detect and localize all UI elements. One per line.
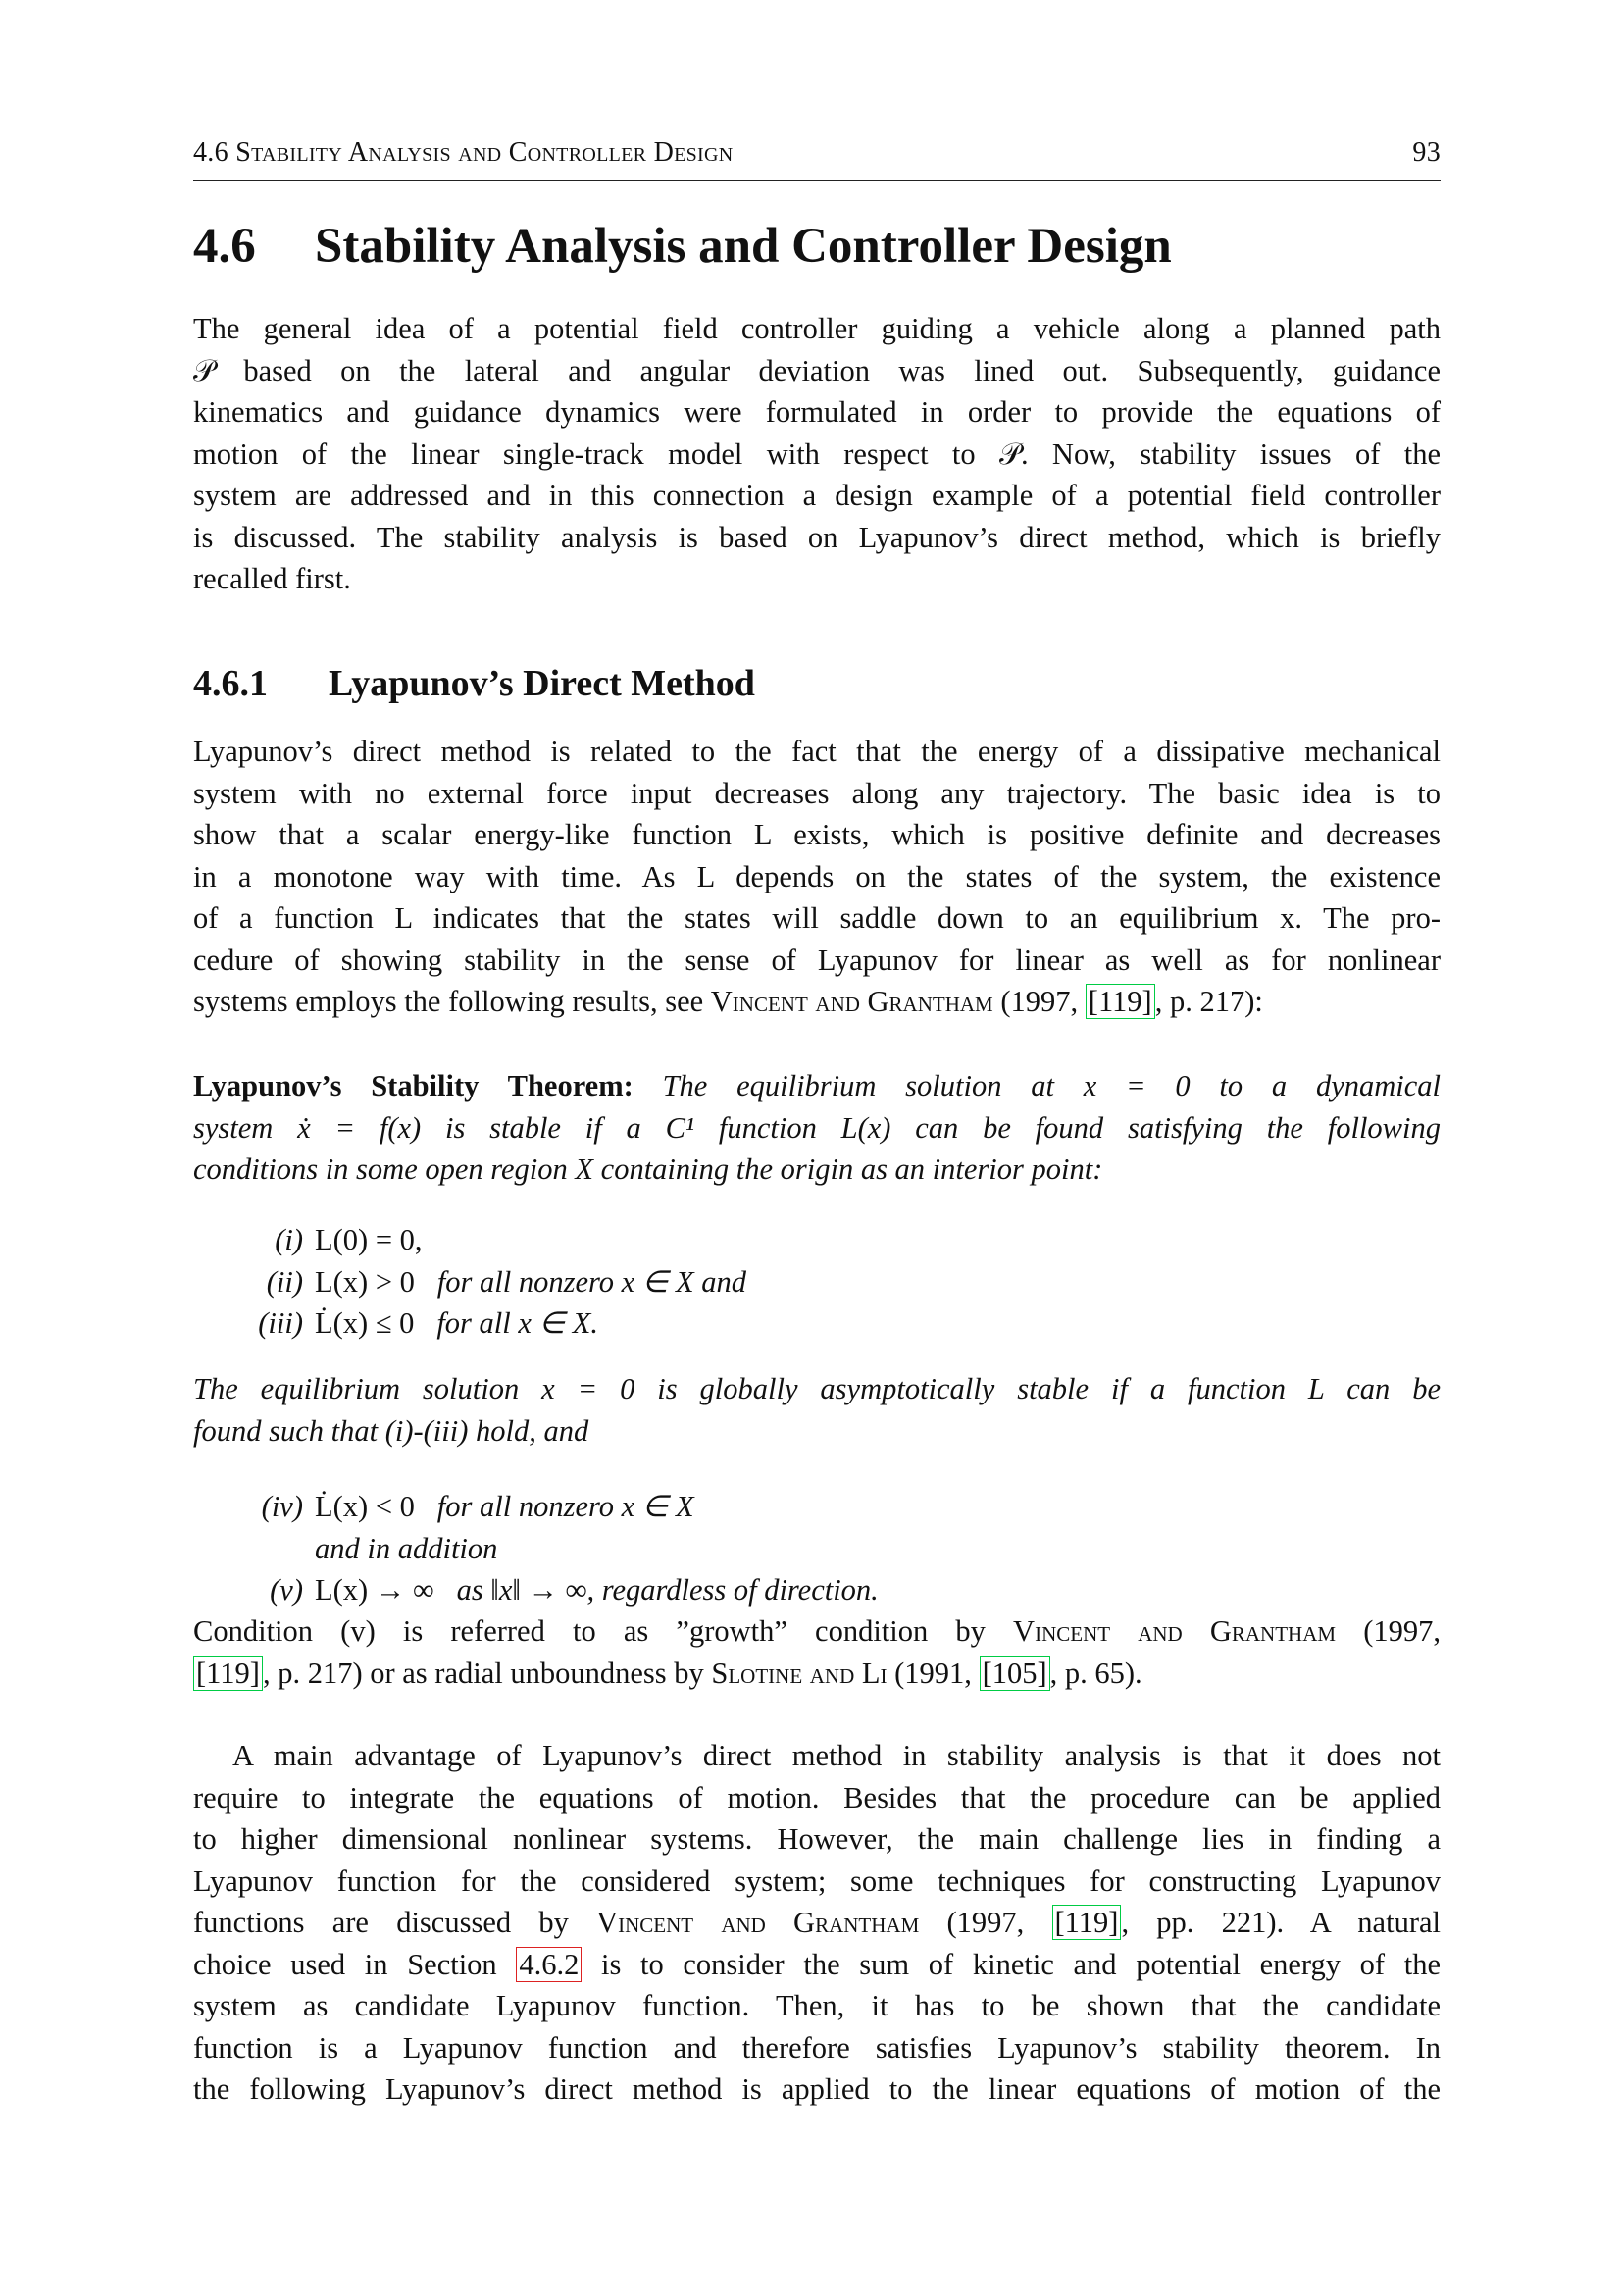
para2-line: the following Lyapunov’s direct method is applied to the linear equations of motion of the: [193, 2072, 1441, 2106]
theorem-line: conditions in some open region X containing the origin as an interior point:: [193, 1152, 1103, 1186]
intro-line: motion of the linear single-track model with respect to 𝒫. Now, stability issues of the: [193, 436, 1441, 471]
para2-line: [193, 1944, 1441, 1986]
text: , pp. 221). A natural: [1121, 1906, 1441, 1939]
page-number: 93: [1412, 137, 1441, 168]
condition-text: and in addition: [315, 1531, 498, 1565]
intro-paragraph: [193, 308, 1441, 600]
text: (1997,: [992, 985, 1086, 1018]
para2-line: system as candidate Lyapunov function. Then, it has to be shown that the candidate: [193, 1989, 1441, 2022]
global-line: The equilibrium solution x = 0 is globally asymptotically stable if a function L can be: [193, 1372, 1441, 1405]
section-title: Stability Analysis and Controller Design: [315, 219, 1172, 274]
text: Condition (v) is referred to as ”growth” condition by: [193, 1614, 1014, 1648]
para1-line: Lyapunov’s direct method is related to the fact that the energy of a dissipative mechanical: [193, 735, 1441, 768]
text: , p. 217) or as radial unboundness by: [262, 1656, 712, 1690]
paragraph-2: [193, 1735, 1441, 2111]
author-name: Slotine and Li: [711, 1656, 888, 1690]
text: (1997,: [919, 1906, 1052, 1939]
intro-line: system are addressed and in this connection a design example of a potential field controller: [193, 479, 1441, 512]
para2-line: [193, 1902, 1441, 1944]
running-header: [193, 137, 1441, 181]
citation-link[interactable]: [119]: [1086, 984, 1155, 1019]
intro-line: The general idea of a potential field controller guiding a vehicle along a planned path: [193, 312, 1441, 345]
intro-line: is discussed. The stability analysis is based on Lyapunov’s direct method, which is briefly: [193, 520, 1441, 554]
growth-line: [193, 1610, 1441, 1653]
running-header-title: 4.6 Stability Analysis and Controller Design: [193, 137, 734, 168]
condition-text: for all nonzero x ∈ X: [436, 1490, 694, 1523]
para2-line: Lyapunov function for the considered system; some techniques for constructing Lyapunov: [193, 1863, 1441, 1898]
section-heading: [193, 218, 1172, 275]
para1-line: show that a scalar energy-like function L exists, which is positive definite and decreases: [193, 818, 1441, 851]
section-number: 4.6: [193, 219, 256, 274]
section-reference-link[interactable]: 4.6.2: [516, 1947, 582, 1982]
growth-line: [193, 1653, 1441, 1695]
theorem-line: [193, 1065, 1441, 1107]
condition-iii: [193, 1302, 746, 1345]
author-name: Vincent and Grantham: [596, 1906, 920, 1939]
text: , p. 65).: [1049, 1656, 1142, 1690]
theorem-line: system ẋ = f(x) is stable if a C¹ function L(x) can be found satisfying the following: [193, 1110, 1441, 1145]
condition-math: L̇(x) ≤ 0: [315, 1306, 415, 1340]
citation-link[interactable]: [119]: [1052, 1905, 1122, 1940]
condition-addition: [193, 1528, 879, 1570]
citation-link[interactable]: [105]: [980, 1656, 1050, 1691]
author-name: Vincent and Grantham: [1013, 1614, 1337, 1648]
text: functions are discussed by: [193, 1906, 597, 1939]
intro-line: 𝒫 based on the lateral and angular deviation was lined out. Subsequently, guidance: [193, 353, 1441, 387]
author-name: Vincent and Grantham: [710, 985, 993, 1018]
condition-text: for all nonzero x ∈ X and: [436, 1264, 746, 1299]
para1-line: in a monotone way with time. As L depends on the states of the system, the existence: [193, 859, 1441, 893]
condition-label: (i): [275, 1223, 303, 1256]
intro-line: recalled first.: [193, 562, 351, 595]
condition-label: (ii): [266, 1264, 303, 1299]
condition-math: L(x) → ∞: [315, 1573, 434, 1607]
text: systems employs the following results, see: [193, 985, 711, 1018]
condition-label: (v): [270, 1573, 303, 1607]
theorem: [193, 1065, 1441, 1191]
theorem-text: The equilibrium solution at x = 0 to a dynamical: [662, 1069, 1441, 1102]
text: choice used in Section: [193, 1947, 517, 1981]
paragraph-1: [193, 731, 1441, 1023]
para2-line: require to integrate the equations of motion. Besides that the procedure can be applied: [193, 1780, 1441, 1814]
condition-math: L̇(x) < 0: [315, 1490, 415, 1523]
condition-i: [193, 1219, 746, 1261]
text: (1997,: [1336, 1614, 1441, 1648]
subsection-number: 4.6.1: [193, 663, 268, 704]
condition-label: (iv): [261, 1490, 303, 1523]
para1-line: of a function L indicates that the states will saddle down to an equilibrium x. The pro-: [193, 901, 1441, 935]
condition-text: as ‖x‖ → ∞, regardless of direction.: [456, 1573, 879, 1607]
condition-iv: [193, 1486, 879, 1528]
subsection-heading: [193, 662, 755, 705]
para1-line: cedure of showing stability in the sense of Lyapunov for linear as well as for nonlinear: [193, 943, 1441, 977]
para2-line: function is a Lyapunov function and therefore satisfies Lyapunov’s stability theorem. In: [193, 2030, 1441, 2065]
intro-line: kinematics and guidance dynamics were formulated in order to provide the equations of: [193, 395, 1441, 429]
para1-line: [193, 981, 1441, 1023]
para1-line: system with no external force input decreases along any trajectory. The basic idea is to: [193, 776, 1441, 810]
subsection-title: Lyapunov’s Direct Method: [329, 663, 755, 704]
global-stability-text: [193, 1368, 1441, 1452]
condition-math: L(x) > 0: [315, 1264, 415, 1299]
theorem-label: Lyapunov’s Stability Theorem:: [193, 1069, 634, 1102]
condition-list-1: [193, 1219, 746, 1345]
text: is to consider the sum of kinetic and potential energy of the: [582, 1947, 1441, 1981]
text: (1991,: [887, 1656, 980, 1690]
condition-text: for all x ∈ X.: [436, 1306, 598, 1340]
condition-v: [193, 1569, 879, 1611]
citation-link[interactable]: [119]: [193, 1656, 263, 1691]
text: , p. 217):: [1154, 985, 1263, 1018]
condition-label: (iii): [258, 1306, 303, 1340]
global-line: found such that (i)-(iii) hold, and: [193, 1413, 589, 1448]
para2-line: to higher dimensional nonlinear systems. However, the main challenge lies in finding a: [193, 1822, 1441, 1856]
growth-paragraph: [193, 1610, 1441, 1694]
condition-list-2: [193, 1486, 879, 1611]
para2-line: A main advantage of Lyapunov’s direct method in stability analysis is that it does not: [232, 1739, 1441, 1772]
condition-ii: [193, 1261, 746, 1303]
condition-math: L(0) = 0,: [315, 1223, 423, 1256]
